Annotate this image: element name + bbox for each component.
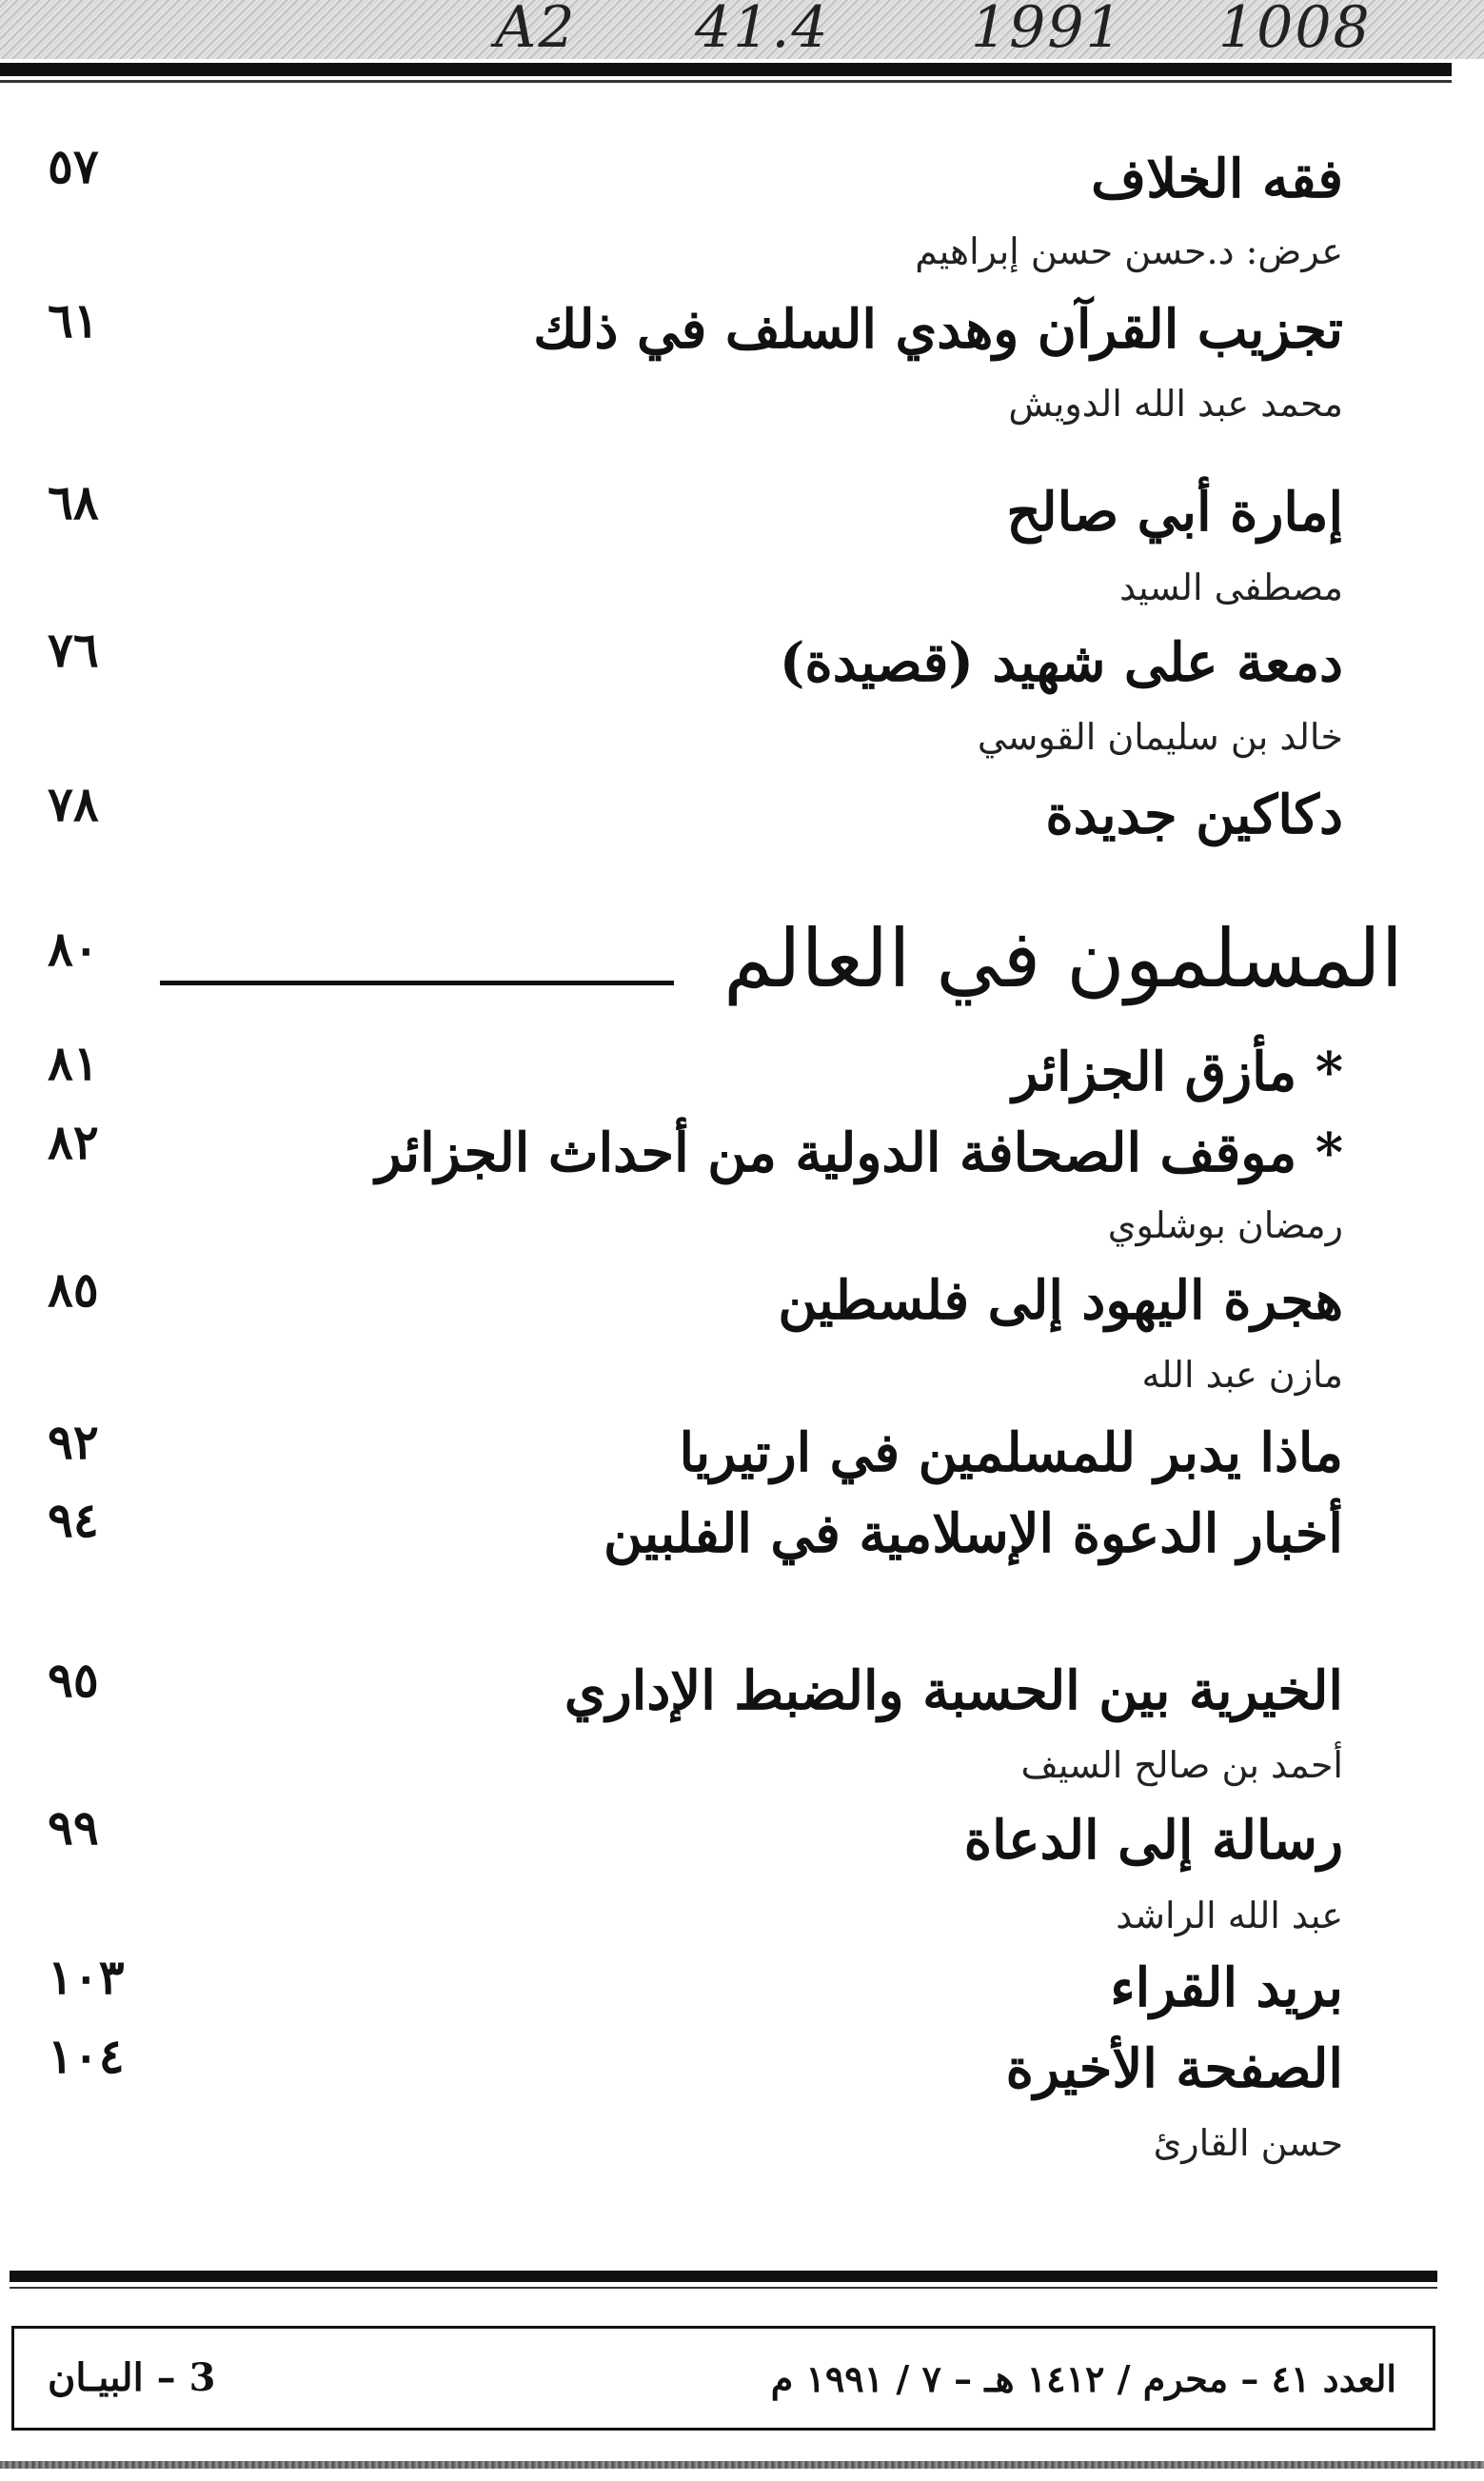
toc-author: مازن عبد الله (1141, 1354, 1343, 1396)
handwritten-volume: 41.4 (695, 0, 830, 61)
toc-title: بريد القراء (1110, 1956, 1343, 2019)
section-page-number: ٨٠ (48, 921, 99, 977)
toc-title: دمعة على شهيد (قصيدة) (779, 631, 1343, 694)
handwritten-code: A2 (495, 0, 577, 61)
handwritten-number: 1008 (1218, 0, 1372, 61)
toc-author: عبد الله الراشد (1116, 1895, 1343, 1936)
toc-title: أخبار الدعوة الإسلامية في الفلبين (603, 1502, 1343, 1565)
toc-title: ماذا يدبر للمسلمين في ارتيريا (679, 1421, 1343, 1484)
toc-page-number: ٩٩ (48, 1799, 99, 1856)
toc-page-number: ٩٢ (48, 1414, 99, 1470)
issue-info: العدد ٤١ – محرم / ١٤١٢ هـ – ٧ / ١٩٩١ م (770, 2357, 1396, 2400)
toc-author: مصطفى السيد (1119, 566, 1343, 608)
toc-page-number: ١٠٣ (48, 1949, 125, 2005)
toc-page-number: ٥٧ (48, 138, 99, 194)
toc-page-number: ٧٦ (48, 622, 99, 678)
magazine-page-label: 3 – البيـان (48, 2355, 216, 2400)
toc-title: فقه الخلاف (1091, 148, 1343, 210)
toc-author: محمد عبد الله الدويش (1008, 383, 1343, 425)
toc-page-number: ١٠٤ (48, 2028, 125, 2084)
toc-title: * مأزق الجزائر (1012, 1041, 1343, 1103)
toc-title: دكاكين جديدة (1045, 784, 1343, 846)
toc-title: * موقف الصحافة الدولية من أحداث الجزائر (375, 1121, 1343, 1184)
toc-title: تجزيب القرآن وهدي السلف في ذلك (533, 298, 1343, 361)
toc-author: عرض: د.حسن حسن إبراهيم (915, 230, 1343, 272)
section-title: المسلمون في العالم (723, 912, 1403, 1005)
toc-page-number: ٦٨ (48, 474, 99, 530)
toc-title: هجرة اليهود إلى فلسطين (778, 1269, 1343, 1332)
toc-title: إمارة أبي صالح (1006, 481, 1343, 544)
toc-page-number: ٦١ (48, 292, 99, 348)
handwritten-year: 1991 (971, 0, 1124, 61)
toc-page-number: ٨٥ (48, 1261, 99, 1318)
section-title-underline (160, 981, 674, 985)
toc-author: خالد بن سليمان القوسي (977, 716, 1343, 758)
toc-page-number: ٨٢ (48, 1114, 99, 1170)
scan-edge (0, 2461, 1484, 2469)
toc-author: حسن القارئ (1153, 2122, 1343, 2164)
toc-page-number: ٧٨ (48, 776, 99, 832)
toc-author: أحمد بن صالح السيف (1020, 1744, 1343, 1786)
bottom-rule (10, 2271, 1437, 2282)
toc-title: رسالة إلى الدعاة (963, 1809, 1343, 1872)
footer (11, 2326, 1435, 2431)
bottom-rule-thin (10, 2287, 1437, 2289)
toc-title: الصفحة الأخيرة (1005, 2037, 1343, 2100)
toc-author: رمضان بوشلوي (1107, 1204, 1343, 1246)
toc-page-number: ٨١ (48, 1035, 99, 1091)
toc-title: الخيرية بين الحسبة والضبط الإداري (564, 1659, 1343, 1722)
toc-page-number: ٩٥ (48, 1652, 99, 1708)
toc-page-number: ٩٤ (48, 1492, 99, 1548)
